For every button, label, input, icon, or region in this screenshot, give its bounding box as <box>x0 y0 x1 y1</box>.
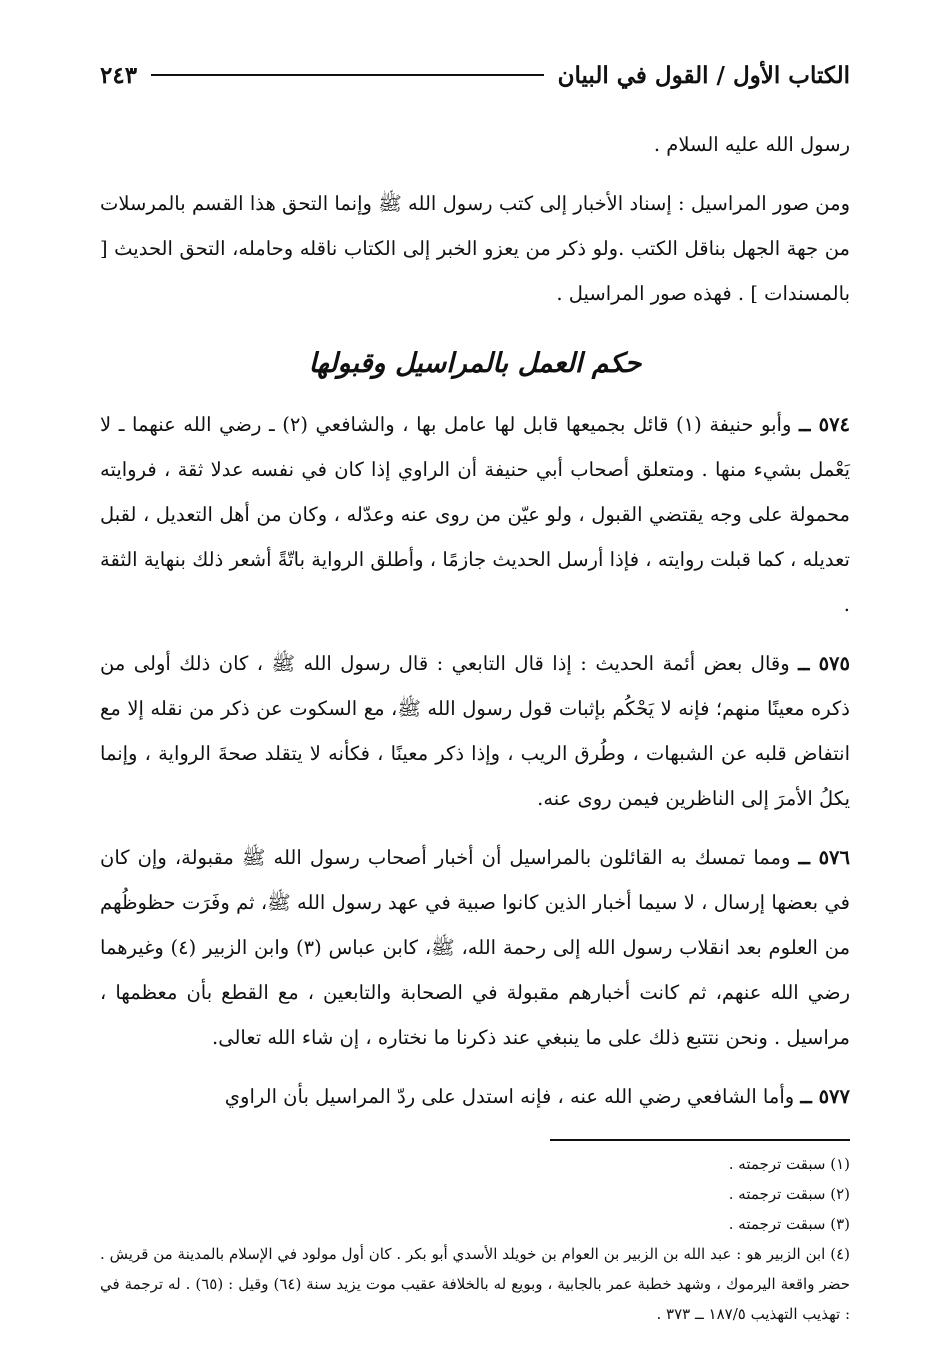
paragraph-number: ٥٧٤ ــ <box>798 413 851 436</box>
paragraph-mursal-forms: ومن صور المراسيل : إسناد الأخبار إلى كتب رسول الله ﷺ وإنما التحق هذا القسم بالمرسلات من جهة الجهل بناقل الكتب .ولو ذكر من يعزو الخبر إلى الكتاب ناقله وحامله، التحق الحديث [ بالمسندات ] . فهذه صور المراسيل . <box>100 192 850 305</box>
paragraph-574 <box>100 402 850 627</box>
paragraph-text: ومما تمسك به القائلون بالمراسيل أن أخبار أصحاب رسول الله ﷺ مقبولة، وإن كان في بعضها إرسال ، لا سيما أخبار الذين كانوا صبية في عهد رسول الله ﷺ، ثم وفَرَت حظوظُهم من العلوم بعد انقلاب رسول الله إلى رحمة الله، ﷺ، كابن عباس (٣) وابن الزبير (٤) وغيرهما رضي الله عنهم، ثم كانت أخبارهم مقبولة في الصحابة والتابعين ، مع القطع بأن معظمها ، مراسيل . ونحن نتتبع ذلك على ما ينبغي عند ذكرنا ما نختاره ، إن شاء الله تعالى. <box>100 846 851 1049</box>
paragraph-576 <box>100 835 850 1060</box>
footnote-separator <box>100 1119 850 1149</box>
paragraph-number: ٥٧٥ ــ <box>798 652 850 675</box>
paragraph-text: وقال بعض أئمة الحديث : إذا قال التابعي : قال رسول الله ﷺ ، كان ذلك أولى من ذكره معينًا منهم؛ فإنه لا يَحْكُم بإثبات قول رسول الله ﷺ، مع السكوت عن ذكر من نقله إلا مع انتفاض قلبه عن الشبهات ، وطُرق الريب ، وإذا ذكر معينًا ، فكأنه لا يتقلد صحةَ الرواية ، وإنما يكلُ الأمرَ إلى الناظرين فيمن روى عنه. <box>100 652 850 810</box>
paragraph-577 <box>100 1074 850 1119</box>
paragraph-number: ٥٧٦ ــ <box>798 846 850 869</box>
running-title: الكتاب الأول / القول في البيان <box>557 61 850 89</box>
paragraph-continuation: رسول الله عليه السلام . <box>653 133 850 156</box>
paragraph-number: ٥٧٧ ــ <box>800 1085 850 1108</box>
header-rule <box>151 74 544 76</box>
footnote-1: (١) سبقت ترجمته . <box>728 1155 850 1173</box>
body-text <box>100 122 850 1119</box>
book-page <box>100 50 850 1350</box>
section-heading: حكم العمل بالمراسيل وقبولها <box>308 348 642 379</box>
footnote-4: (٤) ابن الزبير هو : عبد الله بن الزبير بن العوام بن خويلد الأسدي أبو بكر . كان أول مولود في الإسلام بالمدينة من قريش . حضر واقعة اليرموك ، وشهد خطبة عمر بالجابية ، وبويع له بالخلافة عقيب موت يزيد سنة (٦٤) وقيل : (٦٥) . له ترجمة في : تهذيب التهذيب ١٨٧/٥ ــ ٣٧٣ . <box>100 1245 850 1323</box>
paragraph-575 <box>100 641 850 821</box>
running-header <box>100 50 850 100</box>
footnotes <box>100 1149 850 1329</box>
footnote-3: (٣) سبقت ترجمته . <box>728 1215 850 1233</box>
page-number: ٢٤٣ <box>100 61 138 89</box>
footnote-2: (٢) سبقت ترجمته . <box>728 1185 850 1203</box>
paragraph-text: وأما الشافعي رضي الله عنه ، فإنه استدل على ردّ المراسيل بأن الراوي <box>224 1085 801 1108</box>
footnote-rule <box>550 1139 850 1141</box>
paragraph-text: وأبو حنيفة (١) قائل بجميعها قابل لها عامل بها ، والشافعي (٢) ـ رضي الله عنهما ـ لا يَعْمل بشيء منها . ومتعلق أصحاب أبي حنيفة أن الراوي إذا كان في نفسه عدلا ثقة ، فروايته محمولة على وجه يقتضي القبول ، ولو عيّن من روى عنه وعدّله ، وكان من أهل التعديل ، لقبل تعديله ، كما قبلت روايته ، فإذا أرسل الحديث جازمًا ، وأطلق الرواية باتّةً أشعر ذلك بنهاية الثقة . <box>100 413 850 616</box>
